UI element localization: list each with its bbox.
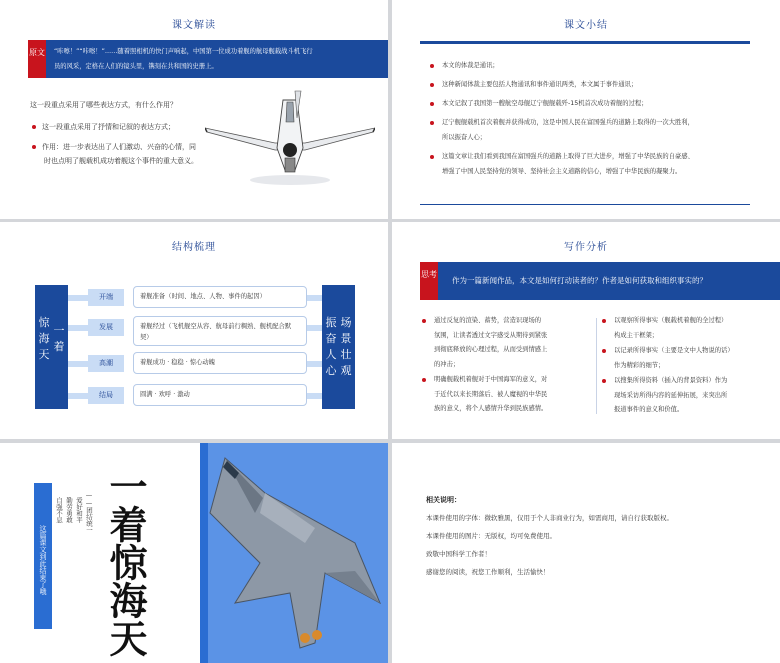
slide-writing-analysis[interactable] (392, 222, 780, 439)
summary-item (428, 58, 758, 73)
question-text: 这一段重点采用了哪些表达方式，有什么作用？ (30, 101, 177, 109)
connector-right (307, 325, 322, 331)
bullet-dot-icon (602, 319, 606, 323)
bullet-1-text: 这一段重点采用了抒情和记叙的表达方式； (42, 123, 175, 131)
quote-line-2: 员的风采，定格在人们的镜头里，镌刻在共和国的史册上。 (54, 63, 218, 70)
stage-label: 结局 (88, 387, 124, 404)
stage-description: 着舰成功 · 稳稳 · 惊心动魄 (133, 352, 307, 374)
summary-item (428, 149, 758, 179)
summary-item (428, 115, 758, 145)
think-tag: 思考 (420, 262, 438, 300)
right-theme-col-1: 振奋人心 (325, 316, 337, 377)
analysis-point-line: 构成主干框架； (614, 331, 659, 339)
fighter-jet-icon (205, 453, 385, 658)
top-rule (420, 41, 750, 44)
slide-title: 课文小结 (564, 20, 608, 31)
motto-phrase: 自强不息 (55, 497, 63, 523)
stage-description: 着舰经过（飞机舰空从容、航母前行稠熟、舰机配合默契） (133, 316, 307, 346)
right-theme-col-2: 场景壮观 (340, 316, 352, 377)
slide-title: 结构梳理 (172, 242, 216, 253)
summary-item-line: 增强了中国人民坚持党的领导、坚持社会主义道路的信心，增强了中华民族的凝聚力。 (442, 168, 682, 175)
notes-line: 本课件使用的图片：无版权，均可免费使用。 (426, 532, 556, 540)
motto-vertical (55, 491, 94, 533)
analysis-point-line: 以记录所得事实（主要是文中人物说的话） (614, 347, 734, 354)
stage-label: 开端 (88, 289, 124, 306)
summary-list (428, 58, 758, 183)
analysis-point-line: 的冲击； (434, 360, 460, 368)
bullet-dot-icon (430, 121, 434, 125)
bullet-dot-icon (602, 349, 606, 353)
bullet-dot-icon (430, 64, 434, 68)
ending-vertical-banner: 这篇课文到此结束了哦 (34, 483, 52, 629)
analysis-point-line: 以搜集所得资料（插入的背景资料）作为 (614, 377, 728, 384)
summary-item (428, 96, 758, 111)
analysis-point (602, 344, 772, 373)
analysis-point-line: 作为精彩的细节； (614, 361, 665, 369)
slide-title: 写作分析 (564, 242, 608, 253)
slide-ending[interactable] (0, 443, 388, 663)
bullet-2-line-2: 时也点明了舰载机成功着舰这个事件的重大意义。 (44, 157, 198, 165)
connector-left (68, 295, 88, 301)
analysis-point-line: 明确舰载机着舰对于中国海军的意义，对 (434, 376, 548, 383)
bullet-dot-icon (32, 125, 36, 129)
bullet-dot-icon (422, 378, 426, 382)
slide-notes[interactable] (392, 443, 780, 663)
connector-left (68, 325, 88, 331)
stage-label: 发展 (88, 319, 124, 336)
original-text-tag: 原文 (28, 40, 46, 78)
analysis-point (422, 373, 592, 417)
slide-structure[interactable] (0, 222, 388, 439)
notes-line: 本课件使用的字体：微软雅黑，仅用于个人非商业行为，如需商用，请自行获取版权。 (426, 514, 673, 522)
summary-item-line: 本文的体裁是通讯； (442, 62, 499, 69)
motto-phrase: 爱好和平 (75, 497, 83, 523)
analysis-point-line: 现场采访所得内容的延伸拓展，来突出所 (614, 391, 728, 399)
bullet-dot-icon (602, 379, 606, 383)
analysis-left-column (422, 314, 592, 418)
summary-item-line: 这种新闻体裁主要包括人物通讯和事件通讯两类，本文属于事件通讯； (442, 81, 638, 88)
connector-right (307, 295, 322, 301)
summary-item-line: 本文记叙了我国第一艘航空母舰辽宁舰舰载歼-15机首次成功着舰的过程； (442, 100, 648, 107)
notes-line: 致敬中国科学工作者！ (426, 550, 491, 558)
analysis-point-line: 以观察所得事实（舰载机着舰的全过程） (614, 317, 728, 324)
bottom-rule (420, 204, 750, 205)
analysis-point-line: 氛围，让读者透过文字感受从期待到紧张 (434, 331, 548, 339)
analysis-right-column (602, 314, 772, 419)
bullet-1 (32, 120, 212, 134)
analysis-point (602, 314, 772, 343)
bullet-2 (32, 140, 222, 168)
bullet-dot-icon (430, 102, 434, 106)
bullet-dot-icon (32, 145, 36, 149)
bullet-dot-icon (422, 319, 426, 323)
fighter-jet-icon (205, 88, 375, 188)
analysis-point-line: 通过反复的渲染、蓄势，营造识现场的 (434, 317, 542, 324)
left-theme-box (35, 285, 68, 409)
calligraphy-title: 一着惊海天 (103, 467, 148, 657)
summary-item-line: 辽宁舰舰载机首次着舰并获得成功，这是中国人民在富国强兵的道路上取得的一次大胜利， (442, 119, 694, 126)
motto-phrase: 勤劳勇敢 (65, 497, 73, 523)
bullet-2-line-1: 作用：进一步表达出了人们激动、兴奋的心情，同 (42, 143, 196, 151)
quote-text (54, 44, 374, 74)
notes-heading: 相关说明： (426, 496, 461, 504)
slide-summary[interactable] (392, 0, 780, 219)
analysis-point-line: 报道事件的意义和价值。 (614, 406, 684, 413)
analysis-question: 作为一篇新闻作品，本文是如何打动读者的？作者是如何获取和组织事实的？ (452, 276, 707, 285)
connector-right (307, 361, 322, 367)
analysis-point (422, 314, 592, 372)
left-theme-col-2: 惊海天 (38, 316, 50, 361)
summary-item-line: 所以振奋人心； (442, 134, 487, 141)
bullet-dot-icon (430, 83, 434, 87)
connector-left (68, 393, 88, 399)
slide-text-reading[interactable] (0, 0, 388, 219)
analysis-point-line: 于近代以来长期落后、被人魔视的中华民 (434, 390, 548, 398)
right-theme-box (322, 285, 355, 409)
connector-right (307, 393, 322, 399)
summary-item (428, 77, 758, 92)
slide-title: 课文解读 (172, 20, 216, 31)
stage-description: 圆满 · 欢呼 · 激动 (133, 384, 307, 406)
analysis-point-line: 族的意义，将个人感情升华到民族感情。 (434, 405, 548, 412)
quote-line-1: “咔嚓！”“咔嚓！”……随着照相机的快门声响起，中国第一位成功着舰的航母舰载战斗机飞行 (54, 48, 313, 55)
connector-left (68, 361, 88, 367)
analysis-point (602, 374, 772, 418)
bullet-dot-icon (430, 155, 434, 159)
stage-description: 着舰准备（时间、地点、人物、事件的起因） (133, 286, 307, 308)
left-theme-col-1: 一着 (53, 324, 65, 353)
stage-label: 高潮 (88, 355, 124, 372)
analysis-point-line: 到彻底释放的心理过程，从而受到情感上 (434, 346, 548, 353)
motto-phrase: ——团结统一 (85, 491, 93, 533)
summary-item-line: 这篇文章让我们看到我国在富国强兵的道路上取得了巨大进步，增强了中华民族的自豪感、 (442, 153, 694, 160)
notes-line: 感谢您的阅读，祝您工作顺利，生活愉快！ (426, 568, 550, 576)
column-divider (596, 318, 597, 414)
